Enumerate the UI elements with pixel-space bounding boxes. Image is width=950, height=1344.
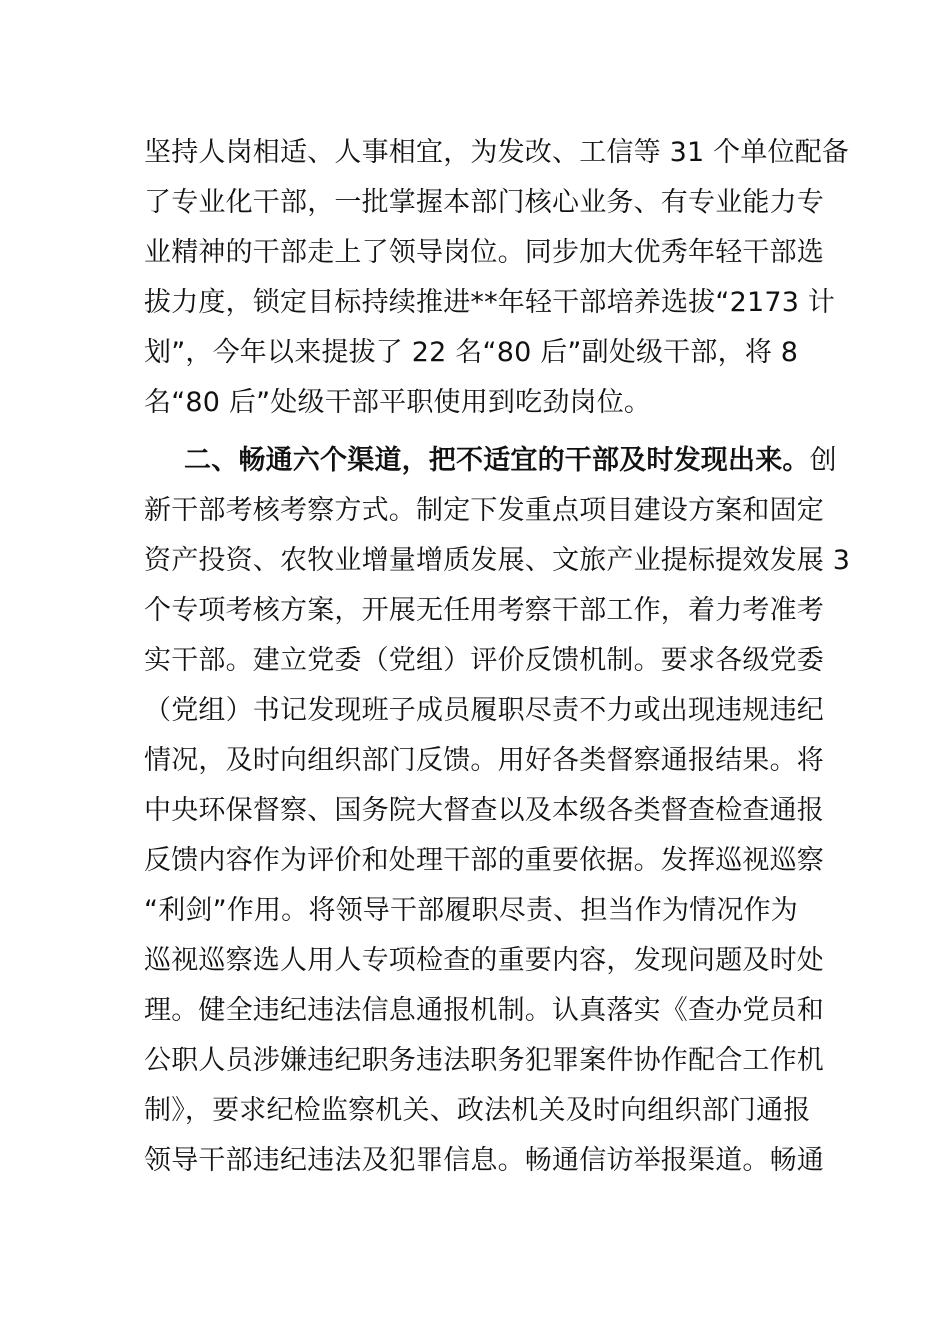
text-line: 情况，及时向组织部门反馈。用好各类督察通报结果。将 bbox=[144, 745, 824, 776]
text-line: （党组）书记发现班子成员履职尽责不力或出现违规违纪 bbox=[144, 695, 824, 726]
text-line: 理。健全违纪违法信息通报机制。认真落实《查办党员和 bbox=[144, 995, 824, 1026]
text-line: 公职人员涉嫌违纪职务违法职务犯罪案件协作配合工作机 bbox=[144, 1045, 824, 1076]
text-line: 了专业化干部，一批掌握本部门核心业务、有专业能力专 bbox=[144, 187, 824, 218]
text-line: 坚持人岗相适、人事相宜，为发改、工信等 31 个单位配备 bbox=[144, 137, 850, 168]
text-line: 领导干部违纪违法及犯罪信息。畅通信访举报渠道。畅通 bbox=[144, 1145, 824, 1176]
text-line: 拔力度，锁定目标持续推进**年轻干部培养选拔“2173 计 bbox=[144, 287, 836, 318]
text-line: 中央环保督察、国务院大督查以及本级各类督查检查通报 bbox=[144, 795, 824, 826]
text-line: 划”，今年以来提拔了 22 名“80 后”副处级干部，将 8 bbox=[144, 337, 799, 368]
document-body bbox=[144, 128, 851, 1186]
text-line: “利剑”作用。将领导干部履职尽责、担当作为情况作为 bbox=[144, 895, 798, 926]
text-line: 资产投资、农牧业增量增质发展、文旅产业提标提效发展 3 bbox=[144, 545, 851, 576]
paragraph-gap bbox=[144, 428, 808, 436]
paragraph-1 bbox=[144, 128, 850, 428]
text-line: 实干部。建立党委（党组）评价反馈机制。要求各级党委 bbox=[144, 645, 824, 676]
section-heading: 二、畅通六个渠道，把不适宜的干部及时发现出来。 bbox=[184, 445, 810, 476]
text-line: 巡视巡察选人用人专项检查的重要内容，发现问题及时处 bbox=[144, 945, 824, 976]
text-line: 业精神的干部走上了领导岗位。同步加大优秀年轻干部选 bbox=[144, 237, 824, 268]
text-line: 个专项考核方案，开展无任用考察干部工作，着力考准考 bbox=[144, 595, 824, 626]
text-line: 制》，要求纪检监察机关、政法机关及时向组织部门通报 bbox=[144, 1095, 811, 1126]
heading-line bbox=[144, 436, 837, 486]
text-line: 名“80 后”处级干部平职使用到吃劲岗位。 bbox=[144, 387, 652, 418]
paragraph-2 bbox=[144, 436, 851, 1186]
text-line: 新干部考核考察方式。制定下发重点项目建设方案和固定 bbox=[144, 495, 824, 526]
text-line: 反馈内容作为评价和处理干部的重要依据。发挥巡视巡察 bbox=[144, 845, 824, 876]
text-fragment: 创 bbox=[809, 445, 837, 476]
